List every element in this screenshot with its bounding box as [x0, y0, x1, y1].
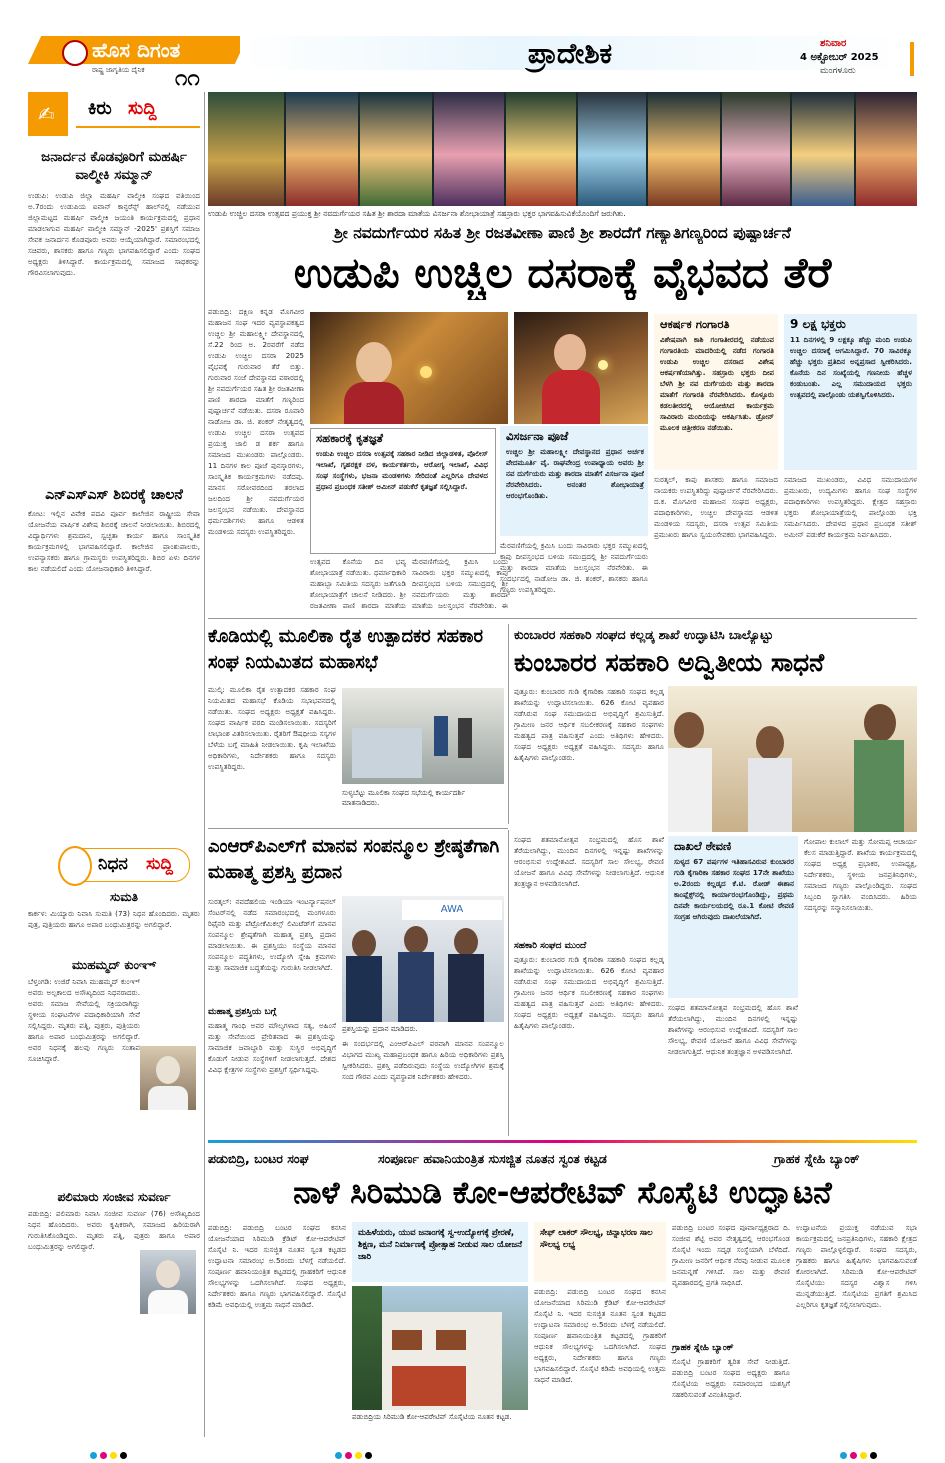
- logo-emblem-icon: [62, 40, 88, 66]
- kiru-headline-1: ಜನಾರ್ದನ ಕೊಡವೂರಿಗೆ ಮಹರ್ಷಿ ವಾಲ್ಮೀಕಿ ಸಮ್ಮಾನ್: [41, 149, 187, 183]
- lead-column-3: ಮೆರವಣಿಗೆಯಲ್ಲಿ ಕ್ರಮಿಸಿ ಬಂದು ಸಾವಿರಾರು ಭಕ್ತರ ಸಮ್ಮುಖದಲ್ಲಿ ಕಾಪು ದೀಪಸ್ತಂಭದ ಬಳಿಯ ಸಮುದ್ರದಲ್ಲಿ ಶ್ರೀ ನವದುರ್ಗೆಯರು ಮತ್ತು ಶಾರದಾ ಮಾತೆಯ ಜಲಸ್ತಂಭನ ನೆರವೇರಿತು. ಈ: [412, 557, 508, 610]
- kumbara-divider: [508, 830, 509, 1136]
- issue-date: 4 ಅಕ್ಟೋಬರ್ 2025: [800, 52, 879, 63]
- issue-city: ಮಂಗಳೂರು: [820, 66, 856, 76]
- kumbara-column-2: ಸಂಘದ ಶತಮಾನೋತ್ಸವ ಸಂಭ್ರಮದಲ್ಲಿ ಹೊಸ ಶಾಖೆ ತೆರೆಯಲಾಗಿದ್ದು, ಮುಂದಿನ ದಿನಗಳಲ್ಲಿ ಇನ್ನಷ್ಟು ಶಾಖೆಗಳನ್ನು ಆರಂಭಿಸುವ ಉದ್ದೇಶವಿದೆ. ಸದಸ್ಯರಿಗೆ ಸಾಲ ಸೌಲಭ್ಯ, ಠೇವಣಿ ಯೋಜನೆ ಹಾಗೂ ವಿವಿಧ ಸೇವೆಗಳನ್ನು ನೀಡಲಾಗುತ್ತಿದೆ. ಆಧುನಿಕ ತಂತ್ರಜ್ಞಾನ ಅಳವಡಿಸಲಾಗಿದೆ.: [668, 1003, 798, 1056]
- obit-photo-2: [140, 1046, 196, 1110]
- kumbara-text: ಪುತ್ತೂರು: ಕುಂಬಾರರ ಗುಡಿ ಕೈಗಾರಿಕಾ ಸಹಕಾರಿ ಸಂಘದ ಕಲ್ಲಡ್ಕ ಶಾಖೆಯನ್ನು ಉದ್ಘಾಟಿಸಲಾಯಿತು. 626 ಕೋಟಿ ವ್ಯವಹಾರ ನಡೆಸಿರುವ ಸಂಘ ಸಮುದಾಯದ ಅಭಿವೃದ್ಧಿಗೆ ಶ್ರಮಿಸುತ್ತಿದೆ. ಗ್ರಾಮೀಣ ಜನರ ಆರ್ಥಿಕ ಸಬಲೀಕರಣಕ್ಕೆ ಸಹಕಾರ ಸಂಘಗಳು ಮಹತ್ವದ ಪಾತ್ರ ವಹಿಸುತ್ತವೆ ಎಂದು ಅತಿಥಿಗಳು ಹೇಳಿದರು. ಸಂಘದ ಅಧ್ಯಕ್ಷರು ಅಧ್ಯಕ್ಷತೆ ವಹಿಸಿದ್ದರು. ಸದಸ್ಯರು ಹಾಗೂ ಹಿತೈಷಿಗಳು ಪಾಲ್ಗೊಂಡರು.: [514, 687, 664, 762]
- mrpl-caption: ಪ್ರಶಸ್ತಿಯನ್ನು ಪ್ರದಾನ ಮಾಡಿದರು.: [342, 1024, 418, 1033]
- bantara-kicker-c: ಗ್ರಾಹಕ ಸ್ನೇಹಿ ಬ್ಯಾಂಕ್: [774, 1151, 860, 1166]
- left-column-divider: [204, 92, 205, 1437]
- obit-text-2: ಬೆಳ್ತಂಗಡಿ: ಉಜಿರೆ ನಿವಾಸಿ ಮುಹಮ್ಮದ್ ಕುಂಞ್ ಅವರು ಅಲ್ಪಕಾಲದ ಅಸೌಖ್ಯದಿಂದ ನಿಧನರಾದರು. ಅವರು ಸಮಾಜ ಸೇವೆಯಲ್ಲಿ ಸಕ್ರಿಯರಾಗಿದ್ದು ಸ್ಥಳೀಯ ಸಂಘಟನೆಗಳ ಪದಾಧಿಕಾರಿಯಾಗಿ ಸೇವೆ ಸಲ್ಲಿಸಿದ್ದರು. ಮೃತರು ಪತ್ನಿ, ಪುತ್ರರು, ಪುತ್ರಿಯರು ಹಾಗೂ ಅಪಾರ ಬಂಧುಮಿತ್ರರನ್ನು ಅಗಲಿದ್ದಾರೆ. ಅವರ ನಿಧನಕ್ಕೆ ಹಲವು ಗಣ್ಯರು ಸಂತಾಪ ಸೂಚಿಸಿದ್ದಾರೆ.: [28, 977, 140, 1063]
- bantara-column-4: ಉದ್ಘಾಟನೆಯ ಪ್ರಯುಕ್ತ ನಡೆಯುವ ಸಭಾ ಕಾರ್ಯಕ್ರಮದಲ್ಲಿ ಜನಪ್ರತಿನಿಧಿಗಳು, ಸಹಕಾರಿ ಕ್ಷೇತ್ರದ ಗಣ್ಯರು ಪಾಲ್ಗೊಳ್ಳಲಿದ್ದಾರೆ. ಸಂಘದ ಸದಸ್ಯರು, ಗ್ರಾಹಕರು ಹಾಗೂ ಹಿತೈಷಿಗಳು ಭಾಗವಹಿಸುವಂತೆ ಕೋರಲಾಗಿದೆ. ಸಿರಿಮುಡಿ ಕೋ-ಆಪರೇಟಿವ್ ಸೊಸೈಟಿಯು ಸದಸ್ಯರ ವಿಶ್ವಾಸ ಗಳಿಸಿ ಮುನ್ನಡೆಯುತ್ತಿದೆ. ಸೊಸೈಟಿಯ ಪ್ರಗತಿಗೆ ಶ್ರಮಿಸಿದ ಎಲ್ಲರಿಗೂ ಕೃತಜ್ಞತೆ ಸಲ್ಲಿಸಲಾಗುವುದು.: [796, 1223, 917, 1309]
- moolika-divider: [508, 624, 509, 824]
- kumbara-photo: [668, 686, 917, 832]
- mrpl-text-2: ಮಹಾತ್ಮ ಗಾಂಧಿ ಅವರ ಮೌಲ್ಯಗಳಾದ ಸತ್ಯ, ಅಹಿಂಸೆ ಮತ್ತು ಸೇವೆಯಿಂದ ಪ್ರೇರಿತವಾದ ಈ ಪ್ರಶಸ್ತಿಯನ್ನು ಸಾಮಾಜಿಕ ಜವಾಬ್ದಾರಿ ಮತ್ತು ಸುಸ್ಥಿರ ಅಭಿವೃದ್ಧಿಗೆ ಕೊಡುಗೆ ನೀಡುವ ಸಂಸ್ಥೆಗಳಿಗೆ ನೀಡಲಾಗುತ್ತದೆ. ದೇಶದ ವಿವಿಧ ಕ್ಷೇತ್ರಗಳ ಸಂಸ್ಥೆಗಳು ಪ್ರಶಸ್ತಿಗೆ ಸ್ಪರ್ಧಿಸಿದ್ದವು.: [208, 1021, 336, 1074]
- issue-day: ಶನಿವಾರ: [820, 38, 847, 49]
- nidhana-title-b: ಸುದ್ದಿ: [146, 854, 173, 874]
- dakhale-text: ಸುಳ್ಯದ 67 ವರ್ಷಗಳ ಇತಿಹಾಸವಿರುವ ಕುಂಬಾರರ ಗುಡಿ ಕೈಗಾರಿಕಾ ಸಹಕಾರ ಸಂಘದ 17ನೇ ಶಾಖೆಯು ಅ.2ರಂದು ಕಲ್ಲಡ್ಕದ ಕೆ.ಟಿ. ರೋಡ್ ಈಶಾನ ಕಾಂಪ್ಲೆಕ್ಸ್‌ನಲ್ಲಿ ಕಾರ್ಯಾರಂಭಗೊಂಡಿದ್ದು, ಪ್ರಥಮ ದಿನವೇ ಕಾರ್ಯಲಯದಲ್ಲಿ ರೂ.1 ಕೋಟಿ ಠೇವಣಿ ಸಂಗ್ರಹ ಆಗಿರುವುದು ದಾಖಲೆಯಾಗಿದೆ.: [674, 857, 794, 921]
- bantara-feature-1: ಮಹಿಳೆಯರು, ಯುವ ಜನಾಂಗಕ್ಕೆ ಸ್ವ-ಉದ್ಯೋಗಕ್ಕೆ ಪ್ರೇರಣೆ, ಶಿಕ್ಷಣ, ಮನೆ ನಿರ್ಮಾಣಕ್ಕೆ ಪ್ರೋತ್ಸಾಹ ನೀಡುವ ಸಾಲ ಯೋಜನೆ ಜಾರಿ: [358, 1227, 522, 1261]
- registration-marks-right: [840, 1444, 880, 1463]
- lead-kicker: ಶ್ರೀ ನವದುರ್ಗೆಯರ ಸಹಿತ ಶ್ರೀ ರಜತವೀಣಾ ಪಾಣಿ ಶ್ರೀ ಶಾರದೆಗೆ ಗಣ್ಯಾತಿಗಣ್ಯರಿಂದ ಪುಷ್ಪಾರ್ಚನೆ: [334, 224, 791, 242]
- registration-marks-center: [335, 1444, 375, 1463]
- mrpl-top-rule: [208, 828, 508, 829]
- kiru-title-b: ಸುದ್ದಿ: [128, 98, 157, 119]
- logo-text: ಹೊಸ ದಿಗಂತ: [92, 38, 181, 62]
- kiru-headline-2: ಎನ್ಎಸ್ಎಸ್ ಶಿಬಿರಕ್ಕೆ ಚಾಲನೆ: [28, 486, 200, 504]
- lead-column-2: ಉತ್ಸವದ ಕೊನೆಯ ದಿನ ಭವ್ಯ ಶೋಭಾಯಾತ್ರೆ ನಡೆಯಿತು. ಧರ್ಮಾಧಿಕಾರಿ ಮಹಾಬ್ಬಾ ಸಮಿತಿಯ ಸದಸ್ಯರು ಜತೆಗೂಡಿ ಶೋಭಾಯಾತ್ರೆಗೆ ಚಾಲನೆ ನೀಡಿದರು. ಶ್ರೀ ರಜತವೀಣಾ ಪಾಣಿ ಶಾರದಾ ಮಾತೆಯ: [310, 557, 406, 610]
- lead-photo-lamp: [514, 312, 648, 424]
- registration-marks-left: [90, 1444, 130, 1463]
- mrpl-text: ಸುರತ್ಕಲ್: ನವದೆಹಲಿಯ ಇಂಡಿಯಾ ಇಂಟರ್ನ್ಯಾಷನಲ್ ಸೆಂಟರ್‌ನಲ್ಲಿ ನಡೆದ ಸಮಾರಂಭದಲ್ಲಿ ಮಂಗಳೂರು ರಿಫೈನರಿ ಮತ್ತು ಪೆಟ್ರೋಕೆಮಿಕಲ್ಸ್ ಲಿಮಿಟೆಡ್‌ಗೆ ಮಾನವ ಸಂಪನ್ಮೂಲ ಶ್ರೇಷ್ಠತೆಗಾಗಿ ಮಹಾತ್ಮ ಪ್ರಶಸ್ತಿ ಪ್ರದಾನ ಮಾಡಲಾಯಿತು. ಈ ಪ್ರಶಸ್ತಿಯು ಸಂಸ್ಥೆಯ ಮಾನವ ಸಂಪನ್ಮೂಲ ಪದ್ಧತಿಗಳು, ಉದ್ಯೋಗಿ ಸ್ನೇಹಿ ಕ್ರಮಗಳು ಮತ್ತು ಸಾಮಾಜಿಕ ಬದ್ಧತೆಯನ್ನು ಗುರುತಿಸಿ ನೀಡಲಾಗಿದೆ.: [208, 897, 336, 972]
- visarjana-title: ವಿಸರ್ಜನಾ ಪೂಜೆ: [506, 429, 569, 443]
- lead-column-6: ಸಮಾಜದ ಮುಖಂಡರು, ವಿವಿಧ ಸಮುದಾಯಗಳ ಪ್ರಮುಖರು, ಉದ್ಯಮಿಗಳು ಹಾಗೂ ಸಂಘ ಸಂಸ್ಥೆಗಳ ಪದಾಧಿಕಾರಿಗಳು ಉಪಸ್ಥಿತರಿದ್ದರು. ಕ್ಷೇತ್ರದ ಸಹಸ್ರಾರು ಭಕ್ತರು ಶೋಭಾಯಾತ್ರೆಯಲ್ಲಿ ಪಾಲ್ಗೊಂಡು ಭಕ್ತಿ ಸಮರ್ಪಿಸಿದರು. ದೇವಳದ ಪ್ರಧಾನ ಪ್ರಬಂಧಕ ಸತೀಶ್ ಅಮೀನ್ ಪಡುಕೆರೆ ಕಾರ್ಯಕ್ರಮ ನಿರ್ವಹಿಸಿದರು.: [784, 475, 917, 539]
- page-number: ೧೧: [175, 66, 200, 91]
- akarshaka-text: ವಿಶೇಷವಾಗಿ ಕಾಶಿ ಗಂಗಾತೀರದಲ್ಲಿ ನಡೆಯುವ ಗಂಗಾರತಿಯ ಮಾದರಿಯಲ್ಲಿ ನಡೆದ ಗಂಗಾರತಿ ಉಡುಪಿ ಉಚ್ಚಿಲ ದಸರಾದ ವಿಶೇಷ ಆಕರ್ಷಣೆಯಾಗಿತ್ತು. ಸಹಸ್ರಾರು ಭಕ್ತರು ದೀಪ ಬೆಳಗಿ ಶ್ರೀ ನವ ದುರ್ಗೆಯರು ಮತ್ತು ಶಾರದಾ ಮಾತೆಗೆ ಗಂಗಾರತಿ ನೆರವೇರಿಸಿದರು. ಕೊಳ್ಳೂರು ಕಡಲತೀರದಲ್ಲಿ ಆಯೋಜಿಸಿದ ಕಾರ್ಯಕ್ರಮ ಸಾವಿರಾರು ಮಂದಿಯನ್ನು ಆಕರ್ಷಿಸಿತು. ಡ್ರೋನ್ ಮೂಲಕ ಚಿತ್ರೀಕರಣ ನಡೆಯಿತು.: [660, 335, 774, 432]
- kumbara-kicker: ಕುಂಬಾರರ ಸಹಕಾರಿ ಸಂಘದ ಕಲ್ಲಡ್ಕ ಶಾಖೆ ಉದ್ಘಾಟಿಸಿ ಬಾಲ್ಯೊಟ್ಟು: [514, 627, 774, 642]
- obit-text-3: ಪಡುಬಿದ್ರಿ: ಪಲಿಮಾರು ನಿವಾಸಿ ಸಂಜೀವ ಸುವರ್ಣ (76) ಅಸೌಖ್ಯದಿಂದ ನಿಧನ ಹೊಂದಿದರು. ಅವರು ಕೃಷಿಕರಾಗಿ, ಸಮಾಜದ ಹಿರಿಯರಾಗಿ ಗುರುತಿಸಿಕೊಂಡಿದ್ದರು. ಮೃತರು ಪತ್ನಿ, ಪುತ್ರರು ಹಾಗೂ ಅಪಾರ ಬಂಧುಮಿತ್ರರನ್ನು ಅಗಲಿದ್ದಾರೆ.: [28, 1209, 200, 1251]
- bhaktaru-text: 11 ದಿನಗಳಲ್ಲಿ 9 ಲಕ್ಷಕ್ಕೂ ಹೆಚ್ಚು ಮಂದಿ ಉಡುಪಿ ಉಚ್ಚಿಲ ದಸರಾಕ್ಕೆ ಆಗಮಿಸಿದ್ದಾರೆ. 70 ಸಾವಿರಕ್ಕೂ ಹೆಚ್ಚು ಭಕ್ತರು ಪ್ರತಿದಿನ ಅನ್ನಪ್ರಸಾದ ಸ್ವೀಕರಿಸಿದರು. ಕೊನೆಯ ದಿನ ಸಂಖ್ಯೆಯಲ್ಲಿ ಗಣನೀಯ ಹೆಚ್ಚಳ ಕಂಡುಬಂತು. ಎಲ್ಲ ಸಮುದಾಯದ ಭಕ್ತರು ಉತ್ಸವದಲ್ಲಿ ಪಾಲ್ಗೊಂಡು ಯಶಸ್ವಿಗೊಳಿಸಿದರು.: [790, 335, 912, 399]
- mrpl-text-3: ಈ ಸಂದರ್ಭದಲ್ಲಿ ಎಂಆರ್‌ಪಿಎಲ್ ಪರವಾಗಿ ಮಾನವ ಸಂಪನ್ಮೂಲ ವಿಭಾಗದ ಮುಖ್ಯ ಮಹಾಪ್ರಬಂಧಕ ಹಾಗೂ ಹಿರಿಯ ಅಧಿಕಾರಿಗಳು ಪ್ರಶಸ್ತಿ ಸ್ವೀಕರಿಸಿದರು. ಪ್ರಶಸ್ತಿ ಪಡೆದಿರುವುದು ಸಂಸ್ಥೆಯ ಉದ್ಯೋಗಿಗಳ ಶ್ರಮಕ್ಕೆ ಸಂದ ಗೌರವ ಎಂದು ವ್ಯವಸ್ಥಾಪಕ ನಿರ್ದೇಶಕರು ಹೇಳಿದರು.: [342, 1039, 504, 1081]
- bantara-column-2: ಪಡುಬಿದ್ರಿ: ಪಡುಬಿದ್ರಿ ಬಂಟರ ಸಂಘದ ಕನಸಿನ ಯೋಜನೆಯಾದ ಸಿರಿಮುಡಿ ಕ್ರೆಡಿಟ್ ಕೋ-ಆಪರೇಟಿವ್ ಸೊಸೈಟಿ ನಿ. ಇದರ ಸುಸಜ್ಜಿತ ನೂತನ ಸ್ವಂತ ಕಟ್ಟಡದ ಉದ್ಘಾಟನಾ ಸಮಾರಂಭ ಅ.5ರಂದು ಬೆಳಗ್ಗೆ ನಡೆಯಲಿದೆ. ಸಂಪೂರ್ಣ ಹವಾನಿಯಂತ್ರಿತ ಕಟ್ಟಡದಲ್ಲಿ ಗ್ರಾಹಕರಿಗೆ ಆಧುನಿಕ ಸೌಲಭ್ಯಗಳನ್ನು ಒದಗಿಸಲಾಗಿದೆ. ಸಂಘದ ಅಧ್ಯಕ್ಷರು, ನಿರ್ದೇಶಕರು ಹಾಗೂ ಗಣ್ಯರು ಭಾಗವಹಿಸಲಿದ್ದಾರೆ. ಸೊಸೈಟಿ ಕಡಿಮೆ ಅವಧಿಯಲ್ಲಿ ಉತ್ತಮ ಸಾಧನೆ ಮಾಡಿದೆ.: [534, 1287, 666, 1384]
- mrpl-headline: ಎಂಆರ್‌ಪಿಎಲ್‌ಗೆ ಮಾನವ ಸಂಪನ್ಮೂಲ ಶ್ರೇಷ್ಠತೆಗಾಗಿ ಮಹಾತ್ಮ ಪ್ರಶಸ್ತಿ ಪ್ರದಾನ: [208, 836, 500, 883]
- kiru-title-a: ಕಿರು: [88, 98, 112, 119]
- akarshaka-title: ಆಕರ್ಷಕ ಗಂಗಾರತಿ: [660, 317, 730, 331]
- nidhana-header: [28, 846, 200, 888]
- bantara-kicker-b: ಸಂಪೂರ್ಣ ಹವಾನಿಯಂತ್ರಿತ ಸುಸಜ್ಜಿತ ನೂತನ ಸ್ವಂತ ಕಟ್ಟಡ: [378, 1151, 607, 1166]
- kumbara-headline: ಕುಂಬಾರರ ಸಹಕಾರಿ ಅದ್ವಿತೀಯ ಸಾಧನೆ: [514, 648, 825, 677]
- nidhana-circle: [58, 846, 92, 886]
- obit-photo-3: [140, 1250, 196, 1314]
- bantara-column-1: ಪಡುಬಿದ್ರಿ: ಪಡುಬಿದ್ರಿ ಬಂಟರ ಸಂಘದ ಕನಸಿನ ಯೋಜನೆಯಾದ ಸಿರಿಮುಡಿ ಕ್ರೆಡಿಟ್ ಕೋ-ಆಪರೇಟಿವ್ ಸೊಸೈಟಿ ನಿ. ಇದರ ಸುಸಜ್ಜಿತ ನೂತನ ಸ್ವಂತ ಕಟ್ಟಡದ ಉದ್ಘಾಟನಾ ಸಮಾರಂಭ ಅ.5ರಂದು ಬೆಳಗ್ಗೆ ನಡೆಯಲಿದೆ. ಸಂಪೂರ್ಣ ಹವಾನಿಯಂತ್ರಿತ ಕಟ್ಟಡದಲ್ಲಿ ಗ್ರಾಹಕರಿಗೆ ಆಧುನಿಕ ಸೌಲಭ್ಯಗಳನ್ನು ಒದಗಿಸಲಾಗಿದೆ. ಸಂಘದ ಅಧ್ಯಕ್ಷರು, ನಿರ್ದೇಶಕರು ಹಾಗೂ ಗಣ್ಯರು ಭಾಗವಹಿಸಲಿದ್ದಾರೆ. ಸೊಸೈಟಿ ಕಡಿಮೆ ಅವಧಿಯಲ್ಲಿ ಉತ್ತಮ ಸಾಧನೆ ಮಾಡಿದೆ.: [208, 1223, 346, 1309]
- mrpl-photo: AWA: [342, 896, 504, 1022]
- mrpl-subhead: ಮಹಾತ್ಮ ಪ್ರಶಸ್ತಿಯ ಬಗ್ಗೆ: [208, 1007, 277, 1017]
- bantara-headline: ನಾಳೆ ಸಿರಿಮುಡಿ ಕೋ-ಆಪರೇಟಿವ್ ಸೊಸೈಟಿ ಉದ್ಘಾಟನೆ: [293, 1175, 832, 1211]
- bantara-column-3: ಪಡುಬಿದ್ರಿ ಬಂಟರ ಸಂಘದ ಪೂರ್ವಾಧ್ಯಕ್ಷರಾದ ದಿ. ಸಂಜೀವ ಶೆಟ್ಟಿ ಅವರ ನೇತೃತ್ವದಲ್ಲಿ ಆರಂಭಗೊಂಡ ಸೊಸೈಟಿ ಇಂದು ಸದೃಢ ಸಂಸ್ಥೆಯಾಗಿ ಬೆಳೆದಿದೆ. ಗ್ರಾಮೀಣ ಜನರಿಗೆ ಆರ್ಥಿಕ ನೆರವು ನೀಡುವ ಮೂಲಕ ಜನಮನ್ನಣೆ ಗಳಿಸಿದೆ. ಸಾಲ ಮತ್ತು ಠೇವಣಿ ವ್ಯವಹಾರದಲ್ಲಿ ಪ್ರಗತಿ ಸಾಧಿಸಿದೆ.: [672, 1223, 790, 1287]
- lead-column-4: ಮೆರವಣಿಗೆಯಲ್ಲಿ ಕ್ರಮಿಸಿ ಬಂದು ಸಾವಿರಾರು ಭಕ್ತರ ಸಮ್ಮುಖದಲ್ಲಿ ಕಾಪು ದೀಪಸ್ತಂಭದ ಬಳಿಯ ಸಮುದ್ರದಲ್ಲಿ ಶ್ರೀ ನವದುರ್ಗೆಯರು ಮತ್ತು ಶಾರದಾ ಮಾತೆಯ ಜಲಸ್ತಂಭನ ನೆರವೇರಿತು. ಈ ಸಂದರ್ಭದಲ್ಲಿ ನಾಡೋಜ ಡಾ. ಜಿ. ಶಂಕರ್, ಶಾಸಕರು ಹಾಗೂ ಗಣ್ಯರು ಉಪಸ್ಥಿತರಿದ್ದರು.: [500, 541, 648, 594]
- lead-photo-strip: [208, 92, 917, 206]
- bantara-subhead: ಗ್ರಾಹಕ ಸ್ನೇಹಿ ಬ್ಯಾಂಕ್: [672, 1343, 734, 1353]
- bantara-kicker-a: ಪಡುಬಿದ್ರಿ, ಬಂಟರ ಸಂಘ: [208, 1151, 309, 1166]
- obit-name-3: ಪಲಿಮಾರು ಸಂಜೀವ ಸುವರ್ಣ: [57, 1190, 171, 1204]
- lead-column-1: ಪಡುಬಿದ್ರಿ: ದಕ್ಷಿಣ ಕನ್ನಡ ಮೊಗವೀರ ಮಹಾಜನ ಸಂಘ ಇದರ ವ್ಯವಸ್ಥಾಪಕತ್ವದ ಉಚ್ಚಿಲ ಶ್ರೀ ಮಹಾಲಕ್ಷ್ಮೀ ದೇವಸ್ಥಾನದಲ್ಲಿ ಸೆ.22 ರಿಂದ ಅ. 2ರವರೆಗೆ ನಡೆದ ಉಡುಪಿ ಉಚ್ಚಿಲ ದಸರಾ 2025 ವೈಭವಕ್ಕೆ ಗುರುವಾರ ತೆರೆ ಬಿತ್ತು. ಗುರುವಾರ ಸಂಜೆ ದೇವಸ್ಥಾನದ ವಠಾರದಲ್ಲಿ ಶ್ರೀ ನವದುರ್ಗೆಯರ ಸಹಿತ ಶ್ರೀ ರಜತವೀಣಾ ಪಾಣಿ ಶಾರದಾ ಮಾತೆಗೆ ಗಣ್ಯರಿಂದ ಪುಷ್ಪಾರ್ಚನೆ ನಡೆಯಿತು. ದಸರಾ ರೂವಾರಿ ನಾಡೋಜ ಡಾ. ಜಿ. ಶಂಕರ್ ನೇತೃತ್ವದಲ್ಲಿ ಉಡುಪಿ ಉಚ್ಚಿಲ ದಸರಾ ಉತ್ಸವದ ಪ್ರಯುಕ್ತ ಜಾಲಿ ಡ ಶರ್ಕ ಹಾಗೂ ಸಮಾಜದ ಮುಖಂಡರು ಪಾಲ್ಗೊಂಡರು. 11 ದಿನಗಳ ಕಾಲ ಪೂಜೆ ಪುನಸ್ಕಾರಗಳು, ಸಾಂಸ್ಕೃತಿಕ ಕಾರ್ಯಕ್ರಮಗಳು ನಡೆದವು. ಮಾನಸ ಸರೋವರದಿಂದ ತರಲಾದ ಜಲದಿಂದ ಶ್ರೀ ನವದುರ್ಗೆಯರ ಜಲಸ್ತಂಭನ ನಡೆಯಿತು. ದೇವಸ್ಥಾನದ ಧರ್ಮದರ್ಶಿಗಳು ಹಾಗೂ ಆಡಳಿತ ಮಂಡಳಿಯ ಸದಸ್ಯರು ಉಪಸ್ಥಿತರಿದ್ದರು.: [208, 307, 304, 536]
- bhaktaru-title: 9 ಲಕ್ಷ ಭಕ್ತರು: [790, 317, 846, 331]
- bantara-column-3b: ಸೊಸೈಟಿ ಗ್ರಾಹಕರಿಗೆ ತ್ವರಿತ ಸೇವೆ ನೀಡುತ್ತಿದೆ. ಪಡುಬಿದ್ರಿ ಬಂಟರ ಸಂಘದ ಅಧ್ಯಕ್ಷರು ಹಾಗೂ ಸೊಸೈಟಿಯ ಅಧ್ಯಕ್ಷರು ಸಮಾರಂಭದ ಯಶಸ್ಸಿಗೆ ಸಹಕರಿಸುವಂತೆ ವಿನಂತಿಸಿದ್ದಾರೆ.: [672, 1357, 790, 1399]
- obit-name-2: ಮುಹಮ್ಮದ್ ಕುಂಞ್: [71, 958, 157, 972]
- lead-column-5: ಸುರತ್ಕಲ್, ಕಾಪು ಶಾಸಕರು ಹಾಗೂ ಸಮಾಜದ ನಾಯಕರು ಉಪಸ್ಥಿತರಿದ್ದು ಪುಷ್ಪಾರ್ಚನೆ ನೆರವೇರಿಸಿದರು. ದ.ಕ. ಮೊಗವೀರ ಮಹಾಜನ ಸಂಘದ ಅಧ್ಯಕ್ಷರು, ಪದಾಧಿಕಾರಿಗಳು, ಉಚ್ಚಿಲ ದೇವಸ್ಥಾನದ ಆಡಳಿತ ಮಂಡಳಿಯ ಸದಸ್ಯರು, ದಸರಾ ಉತ್ಸವ ಸಮಿತಿಯ ಪ್ರಮುಖರು ಹಾಗೂ ಸ್ವಯಂಸೇವಕರು ಭಾಗವಹಿಸಿದ್ದರು.: [654, 475, 778, 539]
- obit-name-1: ಸುಮತಿ: [110, 890, 138, 904]
- kiru-story-1: ಉಡುಪಿ: ಉಡುಪಿ ಜಿಲ್ಲಾ ಮಹರ್ಷಿ ವಾಲ್ಮೀಕಿ ಸಂಘದ ವತಿಯಿಂದ ಅ.7ರಂದು ಉಡುಪಿಯ ಐವಾನ್ ಕಾನ್ಫರೆನ್ಸ್ ಹಾಲ್‌ನಲ್ಲಿ ನಡೆಯುವ ಜಿಲ್ಲಾಮಟ್ಟದ ಮಹರ್ಷಿ ವಾಲ್ಮೀಕಿ ಜಯಂತಿ ಕಾರ್ಯಕ್ರಮದಲ್ಲಿ ಪ್ರಧಾನ ಮಾಡಲಾಗುವ ಮಹರ್ಷಿ ವಾಲ್ಮೀಕಿ ಸಮ್ಮಾನ್ -2025' ಪ್ರಶಸ್ತಿಗೆ ಸಮಾಜ ಸೇವಕ ಜನಾರ್ದನ ಕೊಡವೂರು ಅವರು ಆಯ್ಕೆಯಾಗಿದ್ದಾರೆ. ಸಮಾರಂಭದಲ್ಲಿ ಸಚಿವರು, ಶಾಸಕರು ಹಾಗೂ ಗಣ್ಯರು ಭಾಗವಹಿಸಲಿದ್ದಾರೆ ಎಂದು ಸಂಘದ ಅಧ್ಯಕ್ಷರು ತಿಳಿಸಿದ್ದಾರೆ. ಕಾರ್ಯಕ್ರಮದಲ್ಲಿ ಸಮಾಜದ ಸಾಧಕರನ್ನು ಗೌರವಿಸಲಾಗುವುದು.: [28, 191, 200, 277]
- masthead: [0, 30, 945, 91]
- bantara-rule-accent: [208, 1140, 917, 1143]
- lead-headline: ಉಡುಪಿ ಉಚ್ಚಿಲ ದಸರಾಕ್ಕೆ ವೈಭವದ ತೆರೆ: [293, 248, 832, 297]
- bantara-photo-caption: ಪಡುಬಿದ್ರಿಯ ಸಿರಿಮುಡಿ ಕೋ-ಆಪರೇಟಿವ್ ಸೊಸೈಟಿಯ ನೂತನ ಕಟ್ಟಡ.: [352, 1412, 512, 1421]
- nidhana-title-a: ನಿಧನ: [98, 854, 128, 874]
- visarjana-text: ಉಚ್ಚಿಲ ಶ್ರೀ ಮಹಾಲಕ್ಷ್ಮೀ ದೇವಸ್ಥಾನದ ಪ್ರಧಾನ ಅರ್ಚಕ ವೇದಮೂರ್ತಿ ವೈ. ರಾಘವೇಂದ್ರ ಉಪಾಧ್ಯಾಯ ಅವರು ಶ್ರೀ ನವ ದುರ್ಗೆಯರು ಮತ್ತು ಶಾರದಾ ಮಾತೆಗೆ ವಿಸರ್ಜನಾ ಪೂಜೆ ನೆರವೇರಿಸಿದರು. ಅನಂತರ ಶೋಭಾಯಾತ್ರೆ ಆರಂಭಗೊಂಡಿತು.: [506, 447, 644, 500]
- kiru-underline: [76, 126, 200, 128]
- section-title: ಪ್ರಾದೇಶಿಕ: [527, 37, 613, 70]
- obit-text-1: ಕಾರ್ಕಳ: ಮಿಯ್ಯಾರು ನಿವಾಸಿ ಸುಮತಿ (73) ನಿಧನ ಹೊಂದಿದರು. ಮೃತರು ಪುತ್ರ, ಪುತ್ರಿಯರು ಹಾಗೂ ಅಪಾರ ಬಂಧುಮಿತ್ರರನ್ನು ಅಗಲಿದ್ದಾರೆ.: [28, 909, 200, 929]
- kiru-header: [28, 92, 200, 136]
- moolika-photo: [342, 688, 504, 784]
- logo-tagline: ರಾಷ್ಟ್ರ ಜಾಗೃತಿಯ ದೈನಿಕ: [92, 66, 145, 74]
- lead-bottom-rule: [208, 618, 917, 619]
- lead-photo-caption: ಉಡುಪಿ ಉಚ್ಚಿಲ ದಸರಾ ಉತ್ಸವದ ಪ್ರಯುಕ್ತ ಶ್ರೀ ನವದುರ್ಗೆಯರ ಸಹಿತ ಶ್ರೀ ಶಾರದಾ ಮಾತೆಯ ವಿಸರ್ಜನಾ ಶೋಭಾಯಾತ್ರೆ ಸಹಸ್ರಾರು ಭಕ್ತರ ಭಾಗವಹಿಸುವಿಕೆಯೊಂದಿಗೆ ಜರುಗಿತು.: [208, 209, 626, 218]
- hand-pointer-icon: ✍: [38, 102, 55, 126]
- kumbara-subhead: ಸಹಕಾರಿ ಸಂಘದ ಮುಂದೆ: [514, 941, 587, 951]
- moolika-text: ಮುಲ್ಕಿ: ಮೂಲಿಕಾ ರೈತ ಉತ್ಪಾದಕರ ಸಹಕಾರ ಸಂಘ ನಿಯಮಿತದ ಮಹಾಸಭೆ ಕೊಡಿಯ ಸಭಾಭವನದಲ್ಲಿ ನಡೆಯಿತು. ಸಂಘದ ಅಧ್ಯಕ್ಷರು ಅಧ್ಯಕ್ಷತೆ ವಹಿಸಿದ್ದರು. ಸಂಘದ ವಾರ್ಷಿಕ ವರದಿ ಮಂಡಿಸಲಾಯಿತು. ಸದಸ್ಯರಿಗೆ ಲಾಭಾಂಶ ವಿತರಿಸಲಾಯಿತು. ರೈತರಿಗೆ ಔಷಧೀಯ ಸಸ್ಯಗಳ ಬೆಳೆಯ ಬಗ್ಗೆ ಮಾಹಿತಿ ನೀಡಲಾಯಿತು. ಕೃಷಿ ಇಲಾಖೆಯ ಅಧಿಕಾರಿಗಳು, ನಿರ್ದೇಶಕರು ಹಾಗೂ ಸದಸ್ಯರು ಉಪಸ್ಥಿತರಿದ್ದರು.: [208, 685, 336, 771]
- sahakara-title: ಸಹಕಾರಕ್ಕೆ ಕೃತಜ್ಞತೆ: [316, 431, 383, 445]
- bantara-building-photo: [352, 1286, 528, 1410]
- orange-accent-bar: [910, 42, 914, 76]
- bantara-feature-2: ಸೇಫ್ ಲಾಕರ್ ಸೌಲಭ್ಯ, ಚಿನ್ನಾಭರಣ ಸಾಲ ಸೌಲಭ್ಯ ಲಭ್ಯ: [540, 1227, 653, 1249]
- moolika-caption: ಸುಳ್ಯಬೆಟ್ಟು ಮೂಲಿಕಾ ಸಂಘದ ಸಭೆಯಲ್ಲಿ ಕಾರ್ಯದರ್ಶಿ ಮಾತನಾಡಿದರು.: [342, 788, 466, 807]
- kumbara-text-2: ಸಂಘದ ಶತಮಾನೋತ್ಸವ ಸಂಭ್ರಮದಲ್ಲಿ ಹೊಸ ಶಾಖೆ ತೆರೆಯಲಾಗಿದ್ದು, ಮುಂದಿನ ದಿನಗಳಲ್ಲಿ ಇನ್ನಷ್ಟು ಶಾಖೆಗಳನ್ನು ಆರಂಭಿಸುವ ಉದ್ದೇಶವಿದೆ. ಸದಸ್ಯರಿಗೆ ಸಾಲ ಸೌಲಭ್ಯ, ಠೇವಣಿ ಯೋಜನೆ ಹಾಗೂ ವಿವಿಧ ಸೇವೆಗಳನ್ನು ನೀಡಲಾಗುತ್ತಿದೆ. ಆಧುನಿಕ ತಂತ್ರಜ್ಞಾನ ಅಳವಡಿಸಲಾಗಿದೆ.: [514, 835, 664, 888]
- lead-photo-gangarathi: [310, 312, 508, 424]
- kumbara-text-3: ಪುತ್ತೂರು: ಕುಂಬಾರರ ಗುಡಿ ಕೈಗಾರಿಕಾ ಸಹಕಾರಿ ಸಂಘದ ಕಲ್ಲಡ್ಕ ಶಾಖೆಯನ್ನು ಉದ್ಘಾಟಿಸಲಾಯಿತು. 626 ಕೋಟಿ ವ್ಯವಹಾರ ನಡೆಸಿರುವ ಸಂಘ ಸಮುದಾಯದ ಅಭಿವೃದ್ಧಿಗೆ ಶ್ರಮಿಸುತ್ತಿದೆ. ಗ್ರಾಮೀಣ ಜನರ ಆರ್ಥಿಕ ಸಬಲೀಕರಣಕ್ಕೆ ಸಹಕಾರ ಸಂಘಗಳು ಮಹತ್ವದ ಪಾತ್ರ ವಹಿಸುತ್ತವೆ ಎಂದು ಅತಿಥಿಗಳು ಹೇಳಿದರು. ಸಂಘದ ಅಧ್ಯಕ್ಷರು ಅಧ್ಯಕ್ಷತೆ ವಹಿಸಿದ್ದರು. ಸದಸ್ಯರು ಹಾಗೂ ಹಿತೈಷಿಗಳು ಪಾಲ್ಗೊಂಡರು.: [514, 955, 664, 1030]
- dakhale-title: ದಾಖಲೆ ಠೇವಣಿ: [674, 839, 732, 853]
- sahakara-text: ಉಡುಪಿ ಉಚ್ಚಿಲ ದಸರಾ ಉತ್ಸವಕ್ಕೆ ಸಹಕಾರ ನೀಡಿದ ಜಿಲ್ಲಾಡಳಿತ, ಪೊಲೀಸ್ ಇಲಾಖೆ, ಗೃಹರಕ್ಷಕ ದಳ, ಕಾರ್ಯಕರ್ತರು, ಆರೋಗ್ಯ ಇಲಾಖೆ, ವಿವಿಧ ಸಂಘ ಸಂಸ್ಥೆಗಳು, ಭಜನಾ ಮಂಡಳಿಗಳು ಸೇರಿದಂತೆ ಎಲ್ಲರಿಗೂ ದೇವಳದ ಪ್ರಧಾನ ಪ್ರಬಂಧಕ ಸತೀಶ್ ಅಮೀನ್ ಪಡುಕೆರೆ ಕೃತಜ್ಞತೆ ಸಲ್ಲಿಸಿದ್ದಾರೆ.: [316, 449, 488, 491]
- kumbara-column-3: ಗೋಪಾಲ ಕುಲಾಲ್ ಮತ್ತು ಸೋಮಪ್ಪ ಆಚಾರ್ಯ ಕೆಲಸ ಮಾಡುತ್ತಿದ್ದಾರೆ. ಶಾಖೆಯ ಕಾರ್ಯಕ್ರಮದಲ್ಲಿ ಸಂಘದ ಅಧ್ಯಕ್ಷ ಪ್ರಭಾಕರ, ಉಪಾಧ್ಯಕ್ಷ, ನಿರ್ದೇಶಕರು, ಸ್ಥಳೀಯ ಜನಪ್ರತಿನಿಧಿಗಳು, ಸಮಾಜದ ಗಣ್ಯರು ಪಾಲ್ಗೊಂಡಿದ್ದರು. ಸಂಘದ ಸಿಬ್ಬಂದಿ ಸ್ವಾಗತಿಸಿ ವಂದಿಸಿದರು. ಹಿರಿಯ ಸದಸ್ಯರನ್ನು ಸನ್ಮಾನಿಸಲಾಯಿತು.: [804, 837, 917, 912]
- kiru-story-2: ಕೋಟ: ಇಲ್ಲಿನ ವಿವೇಕ ಪದವಿ ಪೂರ್ವ ಕಾಲೇಜಿನ ರಾಷ್ಟ್ರೀಯ ಸೇವಾ ಯೋಜನೆಯ ವಾರ್ಷಿಕ ವಿಶೇಷ ಶಿಬಿರಕ್ಕೆ ಚಾಲನೆ ನೀಡಲಾಯಿತು. ಶಿಬಿರದಲ್ಲಿ ವಿದ್ಯಾರ್ಥಿಗಳು ಶ್ರಮದಾನ, ಸ್ವಚ್ಛತಾ ಕಾರ್ಯ ಹಾಗೂ ಸಾಂಸ್ಕೃತಿಕ ಕಾರ್ಯಕ್ರಮಗಳಲ್ಲಿ ಭಾಗವಹಿಸಲಿದ್ದಾರೆ. ಕಾಲೇಜಿನ ಪ್ರಾಂಶುಪಾಲರು, ಉಪನ್ಯಾಸಕರು ಹಾಗೂ ಗ್ರಾಮಸ್ಥರು ಉಪಸ್ಥಿತರಿದ್ದರು. ಶಿಬಿರ ಏಳು ದಿನಗಳ ಕಾಲ ನಡೆಯಲಿದೆ ಎಂದು ಯೋಜನಾಧಿಕಾರಿ ತಿಳಿಸಿದ್ದಾರೆ.: [28, 509, 200, 573]
- moolika-headline: ಕೊಡಿಯಲ್ಲಿ ಮೂಲಿಕಾ ರೈತ ಉತ್ಪಾದಕರ ಸಹಕಾರ ಸಂಘ ನಿಯಮಿತದ ಮಹಾಸಭೆ: [208, 626, 483, 673]
